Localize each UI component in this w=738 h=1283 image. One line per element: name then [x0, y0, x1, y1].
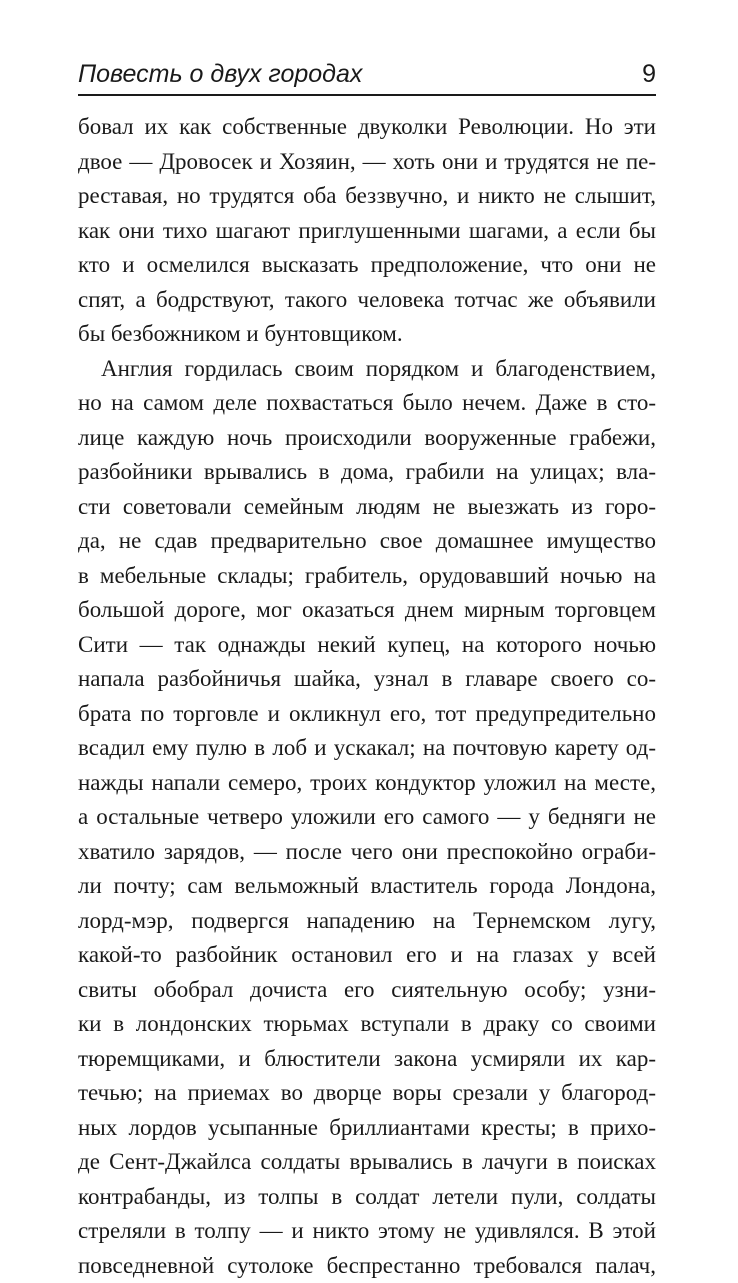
text-line: какой-то разбойник остановил его и на глазах у всей — [78, 938, 656, 973]
text-line: двое — Дровосек и Хозяин, — хоть они и трудятся не пе- — [78, 145, 656, 180]
text-line: спят, а бодрствуют, такого человека тотчас же объявили — [78, 283, 656, 318]
text-line: разбойники врывались в дома, грабили на улицах; вла- — [78, 455, 656, 490]
body-text — [78, 110, 656, 1283]
running-title: Повесть о двух городах — [78, 60, 362, 88]
text-line: но на самом деле похвастаться было нечем. Даже в сто- — [78, 386, 656, 421]
text-line: да, не сдав предварительно свое домашнее имущество — [78, 524, 656, 559]
running-header — [78, 58, 656, 96]
text-line: бовал их как собственные двуколки Революции. Но эти — [78, 110, 656, 145]
text-line: Англия гордилась своим порядком и благоденствием, — [78, 352, 656, 387]
text-line: в мебельные склады; грабитель, орудовавший ночью на — [78, 559, 656, 594]
text-line: всадил ему пулю в лоб и ускакал; на почтовую карету од- — [78, 731, 656, 766]
paragraph — [78, 352, 656, 1283]
text-line: ли почту; сам вельможный властитель города Лондона, — [78, 869, 656, 904]
text-line: напала разбойничья шайка, узнал в главаре своего со- — [78, 662, 656, 697]
text-line: брата по торговле и окликнул его, тот предупредительно — [78, 697, 656, 732]
text-line: хватило зарядов, — после чего они преспокойно ограби- — [78, 835, 656, 870]
text-line: свиты обобрал дочиста его сиятельную особу; узни- — [78, 973, 656, 1008]
text-line: сти советовали семейным людям не выезжать из горо- — [78, 490, 656, 525]
text-line: тюремщиками, и блюстители закона усмиряли их кар- — [78, 1042, 656, 1077]
text-line: лорд-мэр, подвергся нападению на Тернемском лугу, — [78, 904, 656, 939]
text-line: Сити — так однажды некий купец, на которого ночью — [78, 628, 656, 663]
text-line: ки в лондонских тюрьмах вступали в драку со своими — [78, 1007, 656, 1042]
text-line: нажды напали семеро, троих кондуктор уложил на месте, — [78, 766, 656, 801]
page-number: 9 — [642, 60, 656, 88]
paragraph — [78, 110, 656, 352]
text-line: контрабанды, из толпы в солдат летели пули, солдаты — [78, 1180, 656, 1215]
text-line: лице каждую ночь происходили вооруженные грабежи, — [78, 421, 656, 456]
text-line: как они тихо шагают приглушенными шагами, а если бы — [78, 214, 656, 249]
text-line: ных лордов усыпанные бриллиантами кресты; в прихо- — [78, 1111, 656, 1146]
text-line: течью; на приемах во дворце воры срезали у благород- — [78, 1076, 656, 1111]
text-line: а остальные четверо уложили его самого — у бедняги не — [78, 800, 656, 835]
text-line: де Сент-Джайлса солдаты врывались в лачуги в поисках — [78, 1145, 656, 1180]
text-line: большой дороге, мог оказаться днем мирным торговцем — [78, 593, 656, 628]
text-line: повседневной сутолоке беспрестанно требовался палач, — [78, 1249, 656, 1283]
text-line: реставая, но трудятся оба беззвучно, и никто не слышит, — [78, 179, 656, 214]
text-line: кто и осмелился высказать предположение, что они не — [78, 248, 656, 283]
text-line: стреляли в толпу — и никто этому не удивлялся. В этой — [78, 1214, 656, 1249]
text-line: бы безбожником и бунтовщиком. — [78, 317, 656, 352]
